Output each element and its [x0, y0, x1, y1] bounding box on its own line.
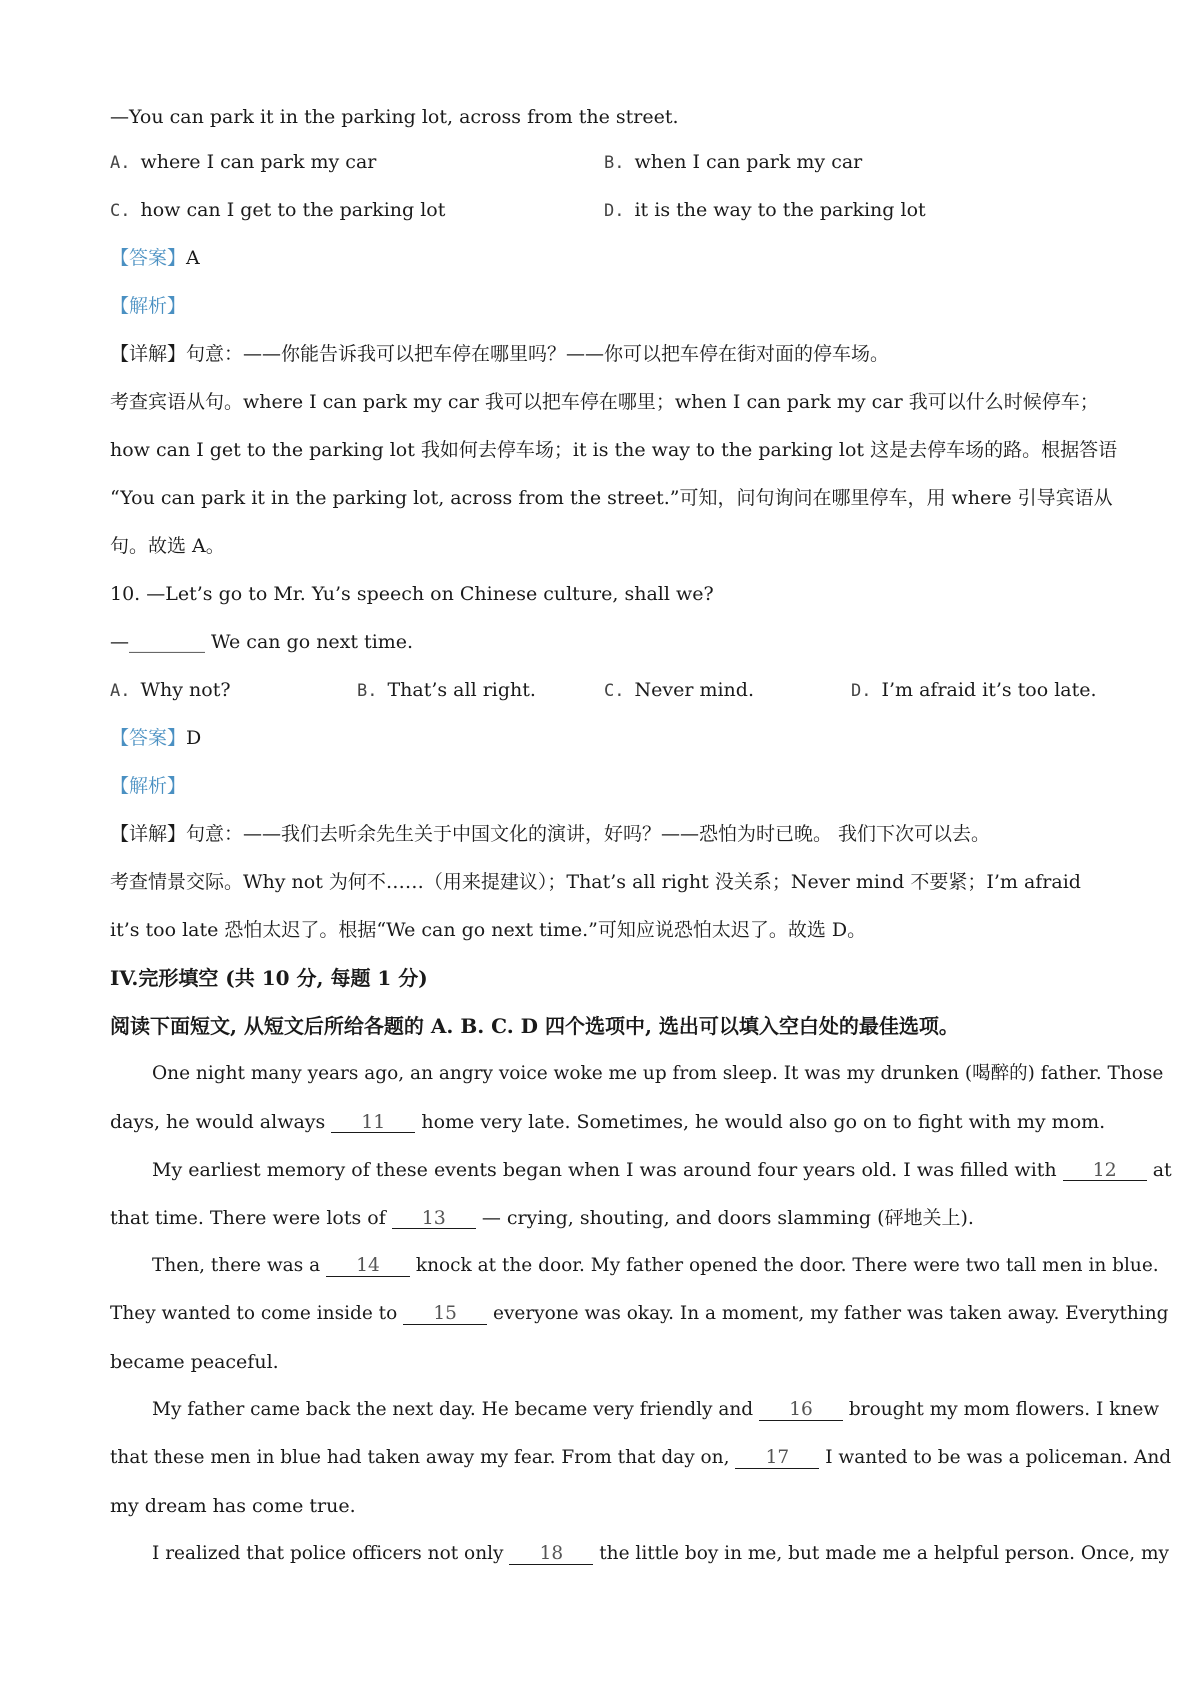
- option-letter: C.: [604, 681, 625, 701]
- answer-value: D: [186, 727, 202, 749]
- analysis-tag: 【解析】: [110, 295, 187, 317]
- passage-p4-line-1: [152, 1398, 1159, 1422]
- passage-text: They wanted to come inside to: [110, 1303, 404, 1324]
- option-text: when I can park my car: [634, 151, 863, 173]
- analysis-tag: 【解析】: [110, 775, 187, 797]
- passage-text: home very late. Sometimes, he would also go on to fight with my mom.: [415, 1111, 1106, 1133]
- q10-option-a: [110, 678, 231, 703]
- passage-text: days, he would always: [110, 1111, 332, 1133]
- option-text: how can I get to the parking lot: [140, 199, 446, 221]
- passage-p3-line-3: became peaceful.: [110, 1351, 279, 1373]
- q9-option-a: [110, 150, 376, 175]
- blank-13: 13: [392, 1208, 476, 1229]
- q10-question: 10. —Let’s go to Mr. Yu’s speech on Chinese culture, shall we?: [110, 583, 714, 605]
- q10-option-b: [357, 678, 536, 703]
- q10-option-d: [851, 678, 1097, 703]
- q9-analysis: [110, 294, 186, 318]
- q9-detail-line-1: [110, 342, 889, 366]
- option-letter: D.: [851, 681, 872, 701]
- option-text: Never mind.: [634, 679, 754, 701]
- blank-12: 12: [1063, 1160, 1147, 1181]
- passage-text: the little boy in me, but made me a helpful person. Once, my: [593, 1543, 1170, 1564]
- q10-detail-line-2: 考查情景交际。Why not 为何不……（用来提建议）；That’s all right 没关系；Never mind 不要紧；I’m afraid: [110, 871, 1081, 893]
- option-text: it is the way to the parking lot: [634, 199, 926, 221]
- q9-detail-line-2: 考查宾语从句。where I can park my car 我可以把车停在哪里；when I can park my car 我可以什么时候停车；: [110, 391, 1099, 413]
- q9-option-d: [604, 198, 926, 223]
- passage-text: at: [1146, 1159, 1172, 1181]
- blank-14: 14: [326, 1256, 410, 1277]
- option-text: Why not?: [140, 679, 231, 701]
- passage-text: My earliest memory of these events began when I was around four years old. I was filled with: [152, 1159, 1063, 1181]
- section-instruction: 阅读下面短文, 从短文后所给各题的 A. B. C. D 四个选项中, 选出可以填入空白处的最佳选项。: [110, 1014, 959, 1038]
- answer-tag: 【答案】: [110, 727, 187, 749]
- option-letter: C.: [110, 201, 131, 221]
- q10-option-c: [604, 678, 754, 703]
- passage-p1-line-1: One night many years ago, an angry voice woke me up from sleep. It was my drunken (喝醉的) father. Those: [152, 1063, 1164, 1084]
- q10-analysis: [110, 774, 186, 798]
- q9-detail-line-5: 句。故选 A。: [110, 535, 225, 557]
- option-letter: D.: [604, 201, 625, 221]
- blank-18: 18: [509, 1544, 593, 1565]
- q9-detail-line-3: how can I get to the parking lot 我如何去停车场；it is the way to the parking lot 这是去停车场的路。根据答语: [110, 439, 1118, 461]
- q10-detail-line-1: [110, 822, 990, 846]
- passage-p4-line-3: my dream has come true.: [110, 1495, 356, 1517]
- section-title: IV.完形填空 (共 10 分, 每题 1 分): [110, 966, 428, 990]
- passage-p3-line-2: [110, 1302, 1168, 1326]
- option-letter: B.: [357, 681, 378, 701]
- passage-text: Then, there was a: [152, 1255, 326, 1276]
- detail-text: 句意：——我们去听余先生关于中国文化的演讲，好吗？——恐怕为时已晚。 我们下次可以去。: [186, 823, 991, 845]
- passage-text: brought my mom flowers. I knew: [843, 1399, 1160, 1420]
- answer-value: A: [186, 247, 200, 269]
- option-letter: A.: [110, 681, 131, 701]
- q10-answer: [110, 726, 201, 750]
- detail-tag: 【详解】: [110, 343, 187, 365]
- blank-15: 15: [403, 1304, 487, 1325]
- q9-detail-line-4: “You can park it in the parking lot, across from the street.”可知，问句询问在哪里停车，用 where 引导宾语从: [110, 487, 1113, 509]
- passage-p2-line-1: [152, 1158, 1172, 1182]
- passage-p5-line-1: [152, 1542, 1169, 1566]
- passage-p1-line-2: [110, 1110, 1105, 1134]
- blank-11: 11: [331, 1112, 415, 1133]
- passage-text: I realized that police officers not only: [152, 1543, 510, 1564]
- passage-text: I wanted to be was a policeman. And: [819, 1447, 1172, 1468]
- option-letter: B.: [604, 153, 625, 173]
- detail-text: 句意：——你能告诉我可以把车停在哪里吗？——你可以把车停在街对面的停车场。: [186, 343, 890, 365]
- q9-answer-line: —You can park it in the parking lot, across from the street.: [110, 106, 679, 128]
- blank-17: 17: [735, 1448, 819, 1469]
- option-text: That’s all right.: [387, 679, 536, 701]
- q10-detail-line-3: it’s too late 恐怕太迟了。根据“We can go next time.”可知应说恐怕太迟了。故选 D。: [110, 919, 867, 941]
- q10-reply: —________ We can go next time.: [110, 631, 414, 653]
- passage-text: that these men in blue had taken away my fear. From that day on,: [110, 1447, 736, 1468]
- option-letter: A.: [110, 153, 131, 173]
- q9-option-c: [110, 198, 445, 223]
- passage-text: — crying, shouting, and doors slamming (砰地关上).: [475, 1207, 974, 1229]
- passage-p3-line-1: [152, 1254, 1159, 1278]
- q9-option-b: [604, 150, 862, 175]
- q9-answer: [110, 246, 200, 270]
- option-text: I’m afraid it’s too late.: [881, 679, 1097, 701]
- passage-text: everyone was okay. In a moment, my father was taken away. Everything: [487, 1303, 1169, 1324]
- passage-text: My father came back the next day. He became very friendly and: [152, 1399, 759, 1420]
- passage-p4-line-2: [110, 1446, 1171, 1470]
- passage-text: that time. There were lots of: [110, 1207, 392, 1229]
- detail-tag: 【详解】: [110, 823, 187, 845]
- option-text: where I can park my car: [140, 151, 377, 173]
- blank-16: 16: [759, 1400, 843, 1421]
- answer-tag: 【答案】: [110, 247, 187, 269]
- passage-text: knock at the door. My father opened the door. There were two tall men in blue.: [410, 1255, 1159, 1276]
- passage-p2-line-2: [110, 1206, 974, 1230]
